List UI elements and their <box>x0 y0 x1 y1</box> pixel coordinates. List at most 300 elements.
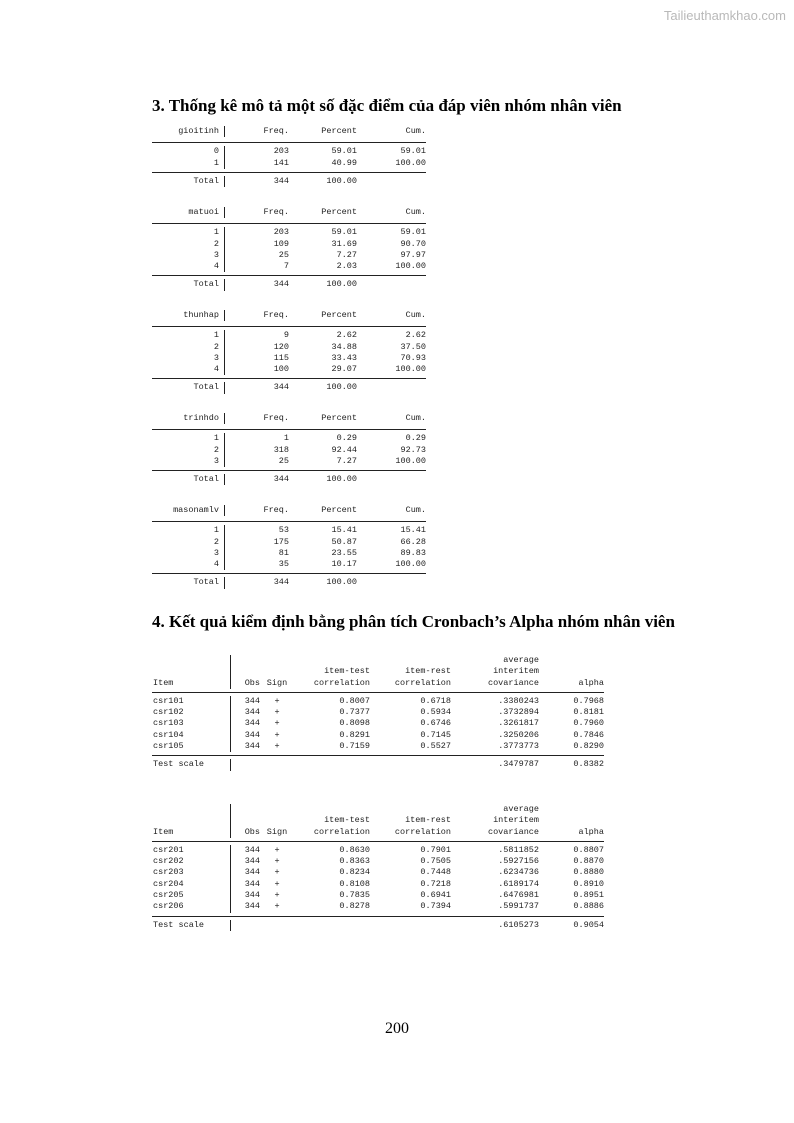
column-header <box>231 815 260 826</box>
table-cell: 344 <box>244 695 260 706</box>
table-cell: 90.70 <box>400 238 426 249</box>
frequency-table <box>152 413 426 485</box>
table-cell: 34.88 <box>331 341 357 352</box>
total-label: Total <box>193 577 219 588</box>
table-header-row <box>152 126 426 137</box>
table-row <box>152 250 426 261</box>
row-value: 1 <box>213 433 219 444</box>
table-cell: 100.00 <box>395 261 426 272</box>
table-cell: 100.00 <box>326 382 357 393</box>
table-cell: 0.7968 <box>573 695 604 706</box>
table-cell <box>288 920 370 931</box>
table-cell: 0.8291 <box>339 729 370 740</box>
table-cell: + <box>274 867 280 878</box>
table-cell: 31.69 <box>331 238 357 249</box>
total-row <box>152 382 426 393</box>
row-value: 4 <box>213 261 219 272</box>
column-header: Item <box>153 826 174 837</box>
cronbach-alpha-table <box>152 804 604 931</box>
column-header: Freq. <box>263 413 289 423</box>
column-header: Item <box>153 677 174 688</box>
total-label: Total <box>193 382 219 393</box>
table-cell <box>357 474 426 485</box>
column-header <box>539 666 604 677</box>
table-cell <box>370 920 451 931</box>
table-row <box>152 456 426 467</box>
table-row <box>152 879 604 890</box>
table-cell <box>357 279 426 290</box>
row-value: 2 <box>213 238 219 249</box>
variable-name: masonamlv <box>173 505 219 515</box>
table-cell: 203 <box>273 146 289 157</box>
column-header <box>260 666 288 677</box>
column-header: item-rest <box>405 815 451 826</box>
column-header <box>370 655 451 666</box>
table-cell: 141 <box>273 157 289 168</box>
rule <box>152 378 426 379</box>
table-cell: 59.01 <box>331 146 357 157</box>
row-value: 1 <box>213 330 219 341</box>
column-header: item-test <box>324 815 370 826</box>
row-value: 3 <box>213 352 219 363</box>
frequency-table <box>152 126 426 187</box>
table-cell: 40.99 <box>331 157 357 168</box>
table-row <box>152 901 604 912</box>
frequency-table <box>152 207 426 291</box>
table-row <box>152 707 604 718</box>
row-value: 4 <box>213 364 219 375</box>
table-cell: 344 <box>244 729 260 740</box>
table-cell: .3479787 <box>498 759 539 770</box>
table-row <box>152 890 604 901</box>
row-value: 1 <box>213 157 219 168</box>
table-cell: 29.07 <box>331 364 357 375</box>
table-cell: + <box>274 729 280 740</box>
table-cell: 100.00 <box>395 157 426 168</box>
table-cell <box>260 920 288 931</box>
total-row <box>152 577 426 588</box>
table-cell: + <box>274 890 280 901</box>
row-value: 2 <box>213 341 219 352</box>
table-cell: csr201 <box>153 844 184 855</box>
column-header: Cum. <box>405 126 426 136</box>
variable-name: matuoi <box>188 207 219 217</box>
table-cell: + <box>274 856 280 867</box>
column-header <box>152 815 230 826</box>
column-header: alpha <box>578 677 604 688</box>
rule <box>152 755 604 756</box>
table-cell: 2.03 <box>336 261 357 272</box>
column-header <box>370 804 451 815</box>
table-cell: 53 <box>278 525 289 536</box>
frequency-table <box>152 310 426 394</box>
rule <box>152 142 426 143</box>
table-row <box>152 537 426 548</box>
table-cell: 59.01 <box>331 227 357 238</box>
section-3-title: 3. Thống kê mô tả một số đặc điểm của đáp viên nhóm nhân viên <box>152 96 622 115</box>
column-header: Percent <box>321 505 357 515</box>
total-row <box>152 759 604 770</box>
total-label: Total <box>193 175 219 186</box>
table-cell: 15.41 <box>331 525 357 536</box>
table-row <box>152 741 604 752</box>
table-cell: 0.8630 <box>339 844 370 855</box>
total-label: Total <box>193 279 219 290</box>
column-header: correlation <box>313 677 370 688</box>
column-header: average <box>503 655 539 665</box>
table-cell: 100.00 <box>326 577 357 588</box>
table-row <box>152 445 426 456</box>
rule <box>152 521 426 522</box>
column-header: Freq. <box>263 310 289 320</box>
table-header-row <box>152 413 426 424</box>
table-cell: 0.8910 <box>573 878 604 889</box>
frequency-table <box>152 505 426 589</box>
table-row <box>152 227 426 238</box>
table-cell: 0.8234 <box>339 867 370 878</box>
table-header-row <box>152 505 426 516</box>
table-cell: 344 <box>273 279 289 290</box>
table-cell: 0.8363 <box>339 856 370 867</box>
table-cell: 0.8382 <box>573 759 604 770</box>
table-header-row <box>152 207 426 218</box>
column-header: Sign <box>266 826 288 837</box>
table-cell: 15.41 <box>400 525 426 536</box>
table-cell: 33.43 <box>331 352 357 363</box>
table-cell: csr103 <box>153 718 184 729</box>
table-cell: 25 <box>278 249 289 260</box>
column-header: item-test <box>324 666 370 677</box>
table-row <box>152 364 426 375</box>
table-cell <box>357 577 426 588</box>
table-cell: 0.29 <box>405 433 426 444</box>
table-cell: 0.7218 <box>420 878 451 889</box>
table-row <box>152 146 426 157</box>
column-header <box>539 815 604 826</box>
table-row <box>152 353 426 364</box>
table-cell: 7 <box>283 261 289 272</box>
table-cell: 115 <box>273 352 289 363</box>
table-cell: 2.62 <box>405 330 426 341</box>
table-cell <box>370 759 451 770</box>
column-header: Freq. <box>263 207 289 217</box>
section-4-title: 4. Kết quả kiểm định bằng phân tích Cronbach’s Alpha nhóm nhân viên <box>152 612 675 631</box>
table-cell: .6476981 <box>498 890 539 901</box>
table-row <box>152 856 604 867</box>
table-header-row <box>152 678 604 689</box>
table-cell: 0.7960 <box>573 718 604 729</box>
rule <box>152 841 604 842</box>
row-value: 3 <box>213 547 219 558</box>
table-cell: 0.7377 <box>339 707 370 718</box>
table-cell: 92.44 <box>331 444 357 455</box>
table-cell: 23.55 <box>331 547 357 558</box>
table-cell: Test scale <box>153 759 205 770</box>
table-cell: 81 <box>278 547 289 558</box>
column-header <box>231 666 260 677</box>
table-row <box>152 845 604 856</box>
table-cell: .6105273 <box>498 919 539 930</box>
table-cell: 10.17 <box>331 559 357 570</box>
column-header: alpha <box>578 826 604 837</box>
rule <box>152 172 426 173</box>
rule <box>152 275 426 276</box>
column-header <box>152 655 230 666</box>
variable-name: thunhap <box>183 310 219 320</box>
table-cell: csr205 <box>153 890 184 901</box>
column-header <box>152 666 230 677</box>
table-cell: 344 <box>273 577 289 588</box>
table-cell: + <box>274 718 280 729</box>
column-header: Percent <box>321 207 357 217</box>
total-label: Total <box>193 474 219 485</box>
table-cell: 1 <box>283 433 289 444</box>
table-cell: .6189174 <box>498 878 539 889</box>
table-row <box>152 239 426 250</box>
column-header <box>288 804 370 815</box>
table-cell: 50.87 <box>331 536 357 547</box>
table-cell: + <box>274 844 280 855</box>
table-cell: + <box>274 707 280 718</box>
table-cell: 203 <box>273 227 289 238</box>
rule <box>152 470 426 471</box>
column-header: Percent <box>321 310 357 320</box>
table-cell: 0.8807 <box>573 844 604 855</box>
table-cell: 344 <box>273 382 289 393</box>
column-header: interitem <box>493 815 539 826</box>
table-cell: 97.97 <box>400 249 426 260</box>
table-cell: 70.93 <box>400 352 426 363</box>
table-cell: 0.8290 <box>573 741 604 752</box>
table-cell: 2.62 <box>336 330 357 341</box>
column-header: Obs <box>244 677 260 688</box>
row-value: 3 <box>213 249 219 260</box>
total-row <box>152 279 426 290</box>
table-row <box>152 730 604 741</box>
table-header-row <box>152 666 604 677</box>
rule <box>152 429 426 430</box>
table-cell: .3380243 <box>498 695 539 706</box>
table-cell: 0.29 <box>336 433 357 444</box>
table-cell: 0.7159 <box>339 741 370 752</box>
table-cell: 344 <box>244 844 260 855</box>
table-cell: 100.00 <box>326 175 357 186</box>
row-value: 2 <box>213 536 219 547</box>
table-cell: + <box>274 901 280 912</box>
column-header: Percent <box>321 126 357 136</box>
table-cell: 100 <box>273 364 289 375</box>
table-cell: 0.7835 <box>339 890 370 901</box>
table-cell: 0.7145 <box>420 729 451 740</box>
table-header-row <box>152 827 604 838</box>
column-header: Cum. <box>405 413 426 423</box>
table-cell: 0.9054 <box>573 919 604 930</box>
table-row <box>152 559 426 570</box>
table-cell: csr202 <box>153 856 184 867</box>
variable-name: trinhdo <box>183 413 219 423</box>
rule <box>152 223 426 224</box>
table-row <box>152 867 604 878</box>
page-number: 200 <box>385 1020 409 1037</box>
column-header: Freq. <box>263 505 289 515</box>
table-cell: 0.7505 <box>420 856 451 867</box>
table-cell: .5927156 <box>498 856 539 867</box>
table-cell: 0.7846 <box>573 729 604 740</box>
table-cell: 344 <box>244 867 260 878</box>
column-header: covariance <box>487 826 539 837</box>
table-cell: + <box>274 741 280 752</box>
table-cell: 0.6941 <box>420 890 451 901</box>
table-cell: 344 <box>244 856 260 867</box>
table-cell: 7.27 <box>336 455 357 466</box>
table-cell: 59.01 <box>400 146 426 157</box>
table-cell: .5991737 <box>498 901 539 912</box>
column-header: Cum. <box>405 505 426 515</box>
table-cell <box>357 176 426 187</box>
table-cell: 7.27 <box>336 249 357 260</box>
table-cell: 0.6718 <box>420 695 451 706</box>
rule <box>152 692 604 693</box>
table-cell: 0.8886 <box>573 901 604 912</box>
table-cell <box>288 759 370 770</box>
row-value: 1 <box>213 227 219 238</box>
table-cell: csr104 <box>153 729 184 740</box>
table-cell: 100.00 <box>395 455 426 466</box>
column-header <box>539 655 604 666</box>
table-cell: 9 <box>283 330 289 341</box>
rule <box>152 573 426 574</box>
table-header-row <box>152 815 604 826</box>
column-header: item-rest <box>405 666 451 677</box>
table-cell: csr102 <box>153 707 184 718</box>
table-cell: 0.7448 <box>420 867 451 878</box>
table-cell: 318 <box>273 444 289 455</box>
table-cell: 0.8278 <box>339 901 370 912</box>
table-cell: 0.8108 <box>339 878 370 889</box>
table-row <box>152 330 426 341</box>
row-value: 4 <box>213 559 219 570</box>
table-cell: 344 <box>273 474 289 485</box>
table-cell: 89.83 <box>400 547 426 558</box>
table-cell: .3773773 <box>498 741 539 752</box>
table-cell: 344 <box>244 741 260 752</box>
table-cell: .3250206 <box>498 729 539 740</box>
row-value: 1 <box>213 525 219 536</box>
column-header: Cum. <box>405 207 426 217</box>
total-row <box>152 920 604 931</box>
table-cell: 66.28 <box>400 536 426 547</box>
rule <box>152 916 604 917</box>
table-cell: 100.00 <box>326 474 357 485</box>
table-cell: 120 <box>273 341 289 352</box>
table-cell: 35 <box>278 559 289 570</box>
table-cell: 0.8181 <box>573 707 604 718</box>
table-cell: .3261817 <box>498 718 539 729</box>
table-cell: 344 <box>244 707 260 718</box>
column-header: correlation <box>394 826 451 837</box>
column-header <box>152 804 230 815</box>
table-cell: 0.5934 <box>420 707 451 718</box>
table-cell: 109 <box>273 238 289 249</box>
row-value: 2 <box>213 444 219 455</box>
table-cell: 100.00 <box>395 559 426 570</box>
column-header: Percent <box>321 413 357 423</box>
rule <box>152 326 426 327</box>
table-row <box>152 342 426 353</box>
row-value: 0 <box>213 146 219 157</box>
column-header <box>260 815 288 826</box>
column-header <box>539 804 604 815</box>
table-cell: + <box>274 878 280 889</box>
table-cell: 0.8951 <box>573 890 604 901</box>
table-cell: 100.00 <box>326 279 357 290</box>
table-cell: 37.50 <box>400 341 426 352</box>
table-row <box>152 158 426 169</box>
column-header: correlation <box>313 826 370 837</box>
table-cell: csr101 <box>153 695 184 706</box>
column-header: covariance <box>487 677 539 688</box>
table-cell <box>357 382 426 393</box>
table-cell: 0.8007 <box>339 695 370 706</box>
column-header: average <box>503 804 539 814</box>
column-header: Freq. <box>263 126 289 136</box>
table-cell: 0.7394 <box>420 901 451 912</box>
table-row <box>152 696 604 707</box>
table-cell: .5811852 <box>498 844 539 855</box>
table-cell: csr206 <box>153 901 184 912</box>
table-cell: csr203 <box>153 867 184 878</box>
watermark: Tailieuthamkhao.com <box>663 8 786 23</box>
table-cell: 0.5527 <box>420 741 451 752</box>
column-header <box>260 655 288 666</box>
column-header <box>231 655 260 666</box>
table-cell: 0.6746 <box>420 718 451 729</box>
table-cell: 344 <box>244 878 260 889</box>
table-cell: csr105 <box>153 741 184 752</box>
variable-name: gioitinh <box>178 126 219 136</box>
table-cell: 344 <box>244 718 260 729</box>
table-cell: 25 <box>278 455 289 466</box>
table-cell: Test scale <box>153 919 205 930</box>
column-header: Sign <box>266 677 288 688</box>
table-cell: 100.00 <box>395 364 426 375</box>
table-cell: 0.8098 <box>339 718 370 729</box>
table-row <box>152 718 604 729</box>
table-cell <box>231 920 260 931</box>
column-header <box>231 804 260 815</box>
table-cell: .6234736 <box>498 867 539 878</box>
table-cell: 92.73 <box>400 444 426 455</box>
row-value: 3 <box>213 455 219 466</box>
column-header: interitem <box>493 666 539 677</box>
table-cell: .3732894 <box>498 707 539 718</box>
total-row <box>152 474 426 485</box>
table-header-row <box>152 804 604 815</box>
table-row <box>152 433 426 444</box>
column-header <box>260 804 288 815</box>
column-header <box>288 655 370 666</box>
table-cell: 344 <box>244 901 260 912</box>
table-cell: + <box>274 695 280 706</box>
column-header: correlation <box>394 677 451 688</box>
column-header: Obs <box>244 826 260 837</box>
table-cell: 0.8870 <box>573 856 604 867</box>
table-header-row <box>152 655 604 666</box>
table-cell: 175 <box>273 536 289 547</box>
table-header-row <box>152 310 426 321</box>
table-row <box>152 525 426 536</box>
table-cell: 0.8880 <box>573 867 604 878</box>
